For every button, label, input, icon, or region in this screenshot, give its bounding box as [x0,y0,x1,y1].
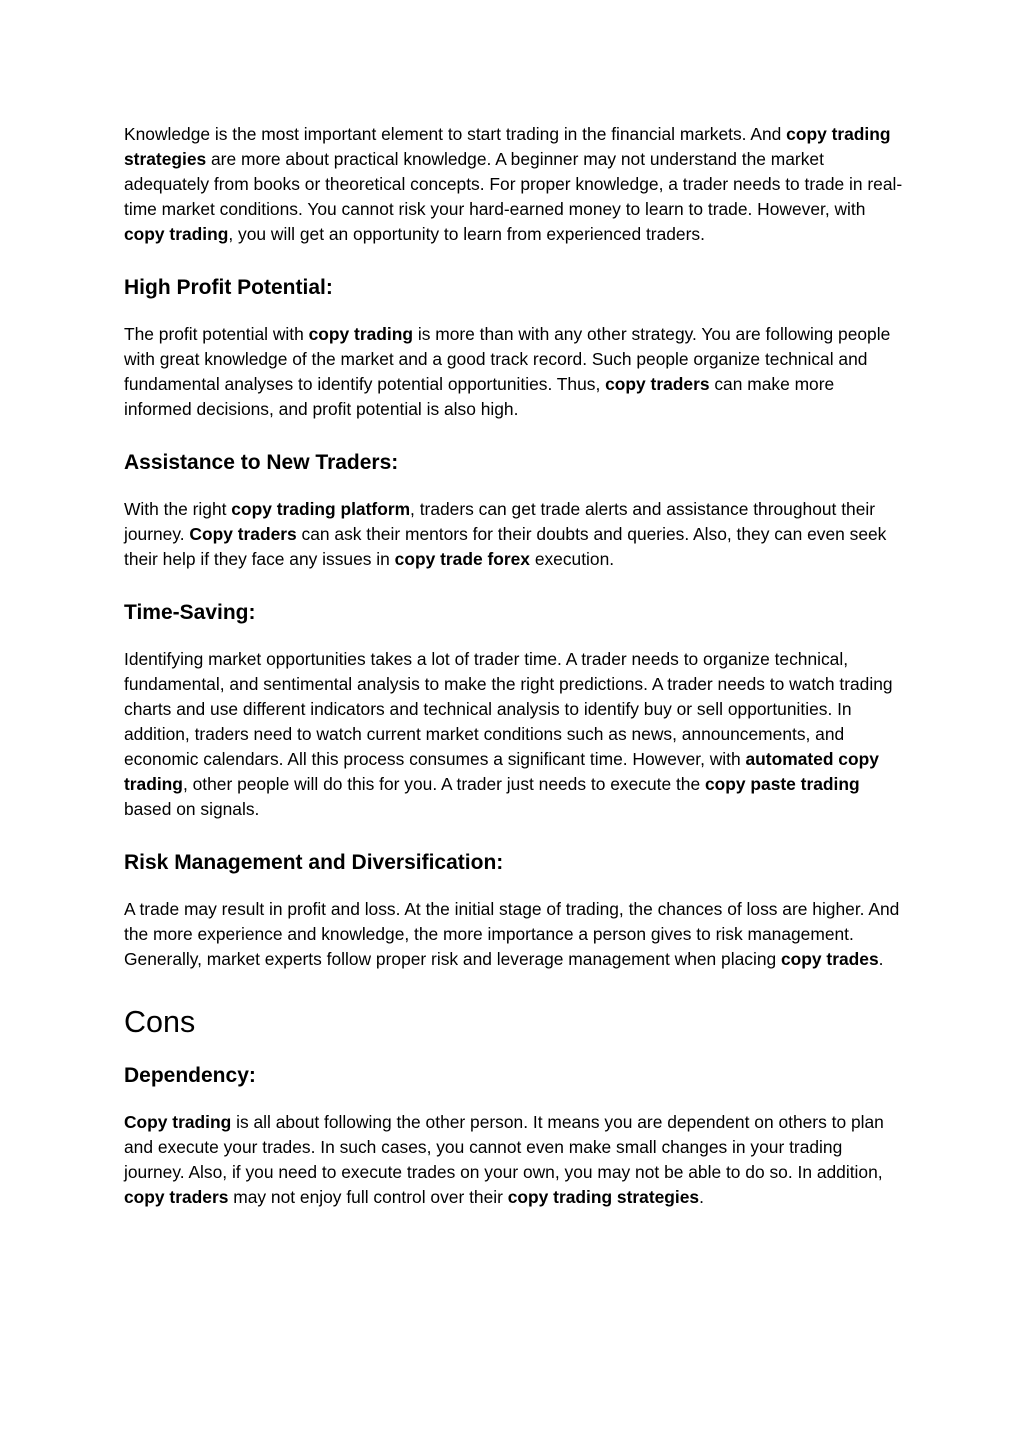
bold-term: copy paste trading [704,774,860,794]
heading-risk-management: Risk Management and Diversification: [124,851,504,874]
bold-term: copy trade forex [394,549,530,569]
heading-high-profit-potential: High Profit Potential: [124,276,333,299]
document-page [124,122,904,1210]
dependency-paragraph: Copy trading is all about following the other person. It means you are dependent on others to plan and execute your trades. In such cases, you cannot even make small changes in your trading journey. Also, if you need to execute trades on your own, you may not be able to do so. In addition, copy traders may not enjoy full control over their copy trading strategies. [124,1112,884,1207]
bold-term: copy trading strategies [124,124,891,169]
risk-management-paragraph: A trade may result in profit and loss. At the initial stage of trading, the chances of loss are higher. And the more experience and knowledge, the more importance a person gives to risk management. Generally, market experts follow proper risk and leverage management when placing copy trades. [124,899,900,969]
bold-term: Copy traders [189,524,297,544]
heading-cons: Cons [124,1005,196,1039]
bold-term: copy traders [605,374,710,394]
bold-term: copy trading platform [231,499,411,519]
high-profit-paragraph: The profit potential with copy trading is more than with any other strategy. You are following people with great knowledge of the market and a good track record. Such people organize technical and fundamental analyses to identify potential opportunities. Thus, copy traders can make more informed decisions, and profit potential is also high. [124,324,891,419]
bold-term: automated copy trading [124,749,879,794]
bold-term: copy traders [124,1187,229,1207]
heading-dependency: Dependency: [124,1064,256,1087]
heading-assistance-new-traders: Assistance to New Traders: [124,451,399,474]
bold-term: copy trades [781,949,879,969]
bold-term: Copy trading [124,1112,232,1132]
bold-term: copy trading strategies [507,1187,700,1207]
intro-paragraph: Knowledge is the most important element to start trading in the financial markets. And copy trading strategies are more about practical knowledge. A beginner may not understand the market adequately from books or theoretical concepts. For proper knowledge, a trader needs to trade in real-time market conditions. You cannot risk your hard-earned money to learn to trade. However, with copy trading, you will get an opportunity to learn from experienced traders. [124,124,903,244]
bold-term: copy trading [308,324,413,344]
assistance-paragraph: With the right copy trading platform, traders can get trade alerts and assistance throughout their journey. Copy traders can ask their mentors for their doubts and queries. Also, they can even seek their help if they face any issues in copy trade forex execution. [124,499,887,569]
time-saving-paragraph: Identifying market opportunities takes a lot of trader time. A trader needs to organize technical, fundamental, and sentimental analysis to make the right predictions. A trader needs to watch trading charts and use different indicators and technical analysis to identify buy or sell opportunities. In addition, traders need to watch current market conditions such as news, announcements, and economic calendars. All this process consumes a significant time. However, with automated copy trading, other people will do this for you. A trader just needs to execute the copy paste trading based on signals. [124,649,893,819]
bold-term: copy trading [124,224,229,244]
heading-time-saving: Time-Saving: [124,601,256,624]
